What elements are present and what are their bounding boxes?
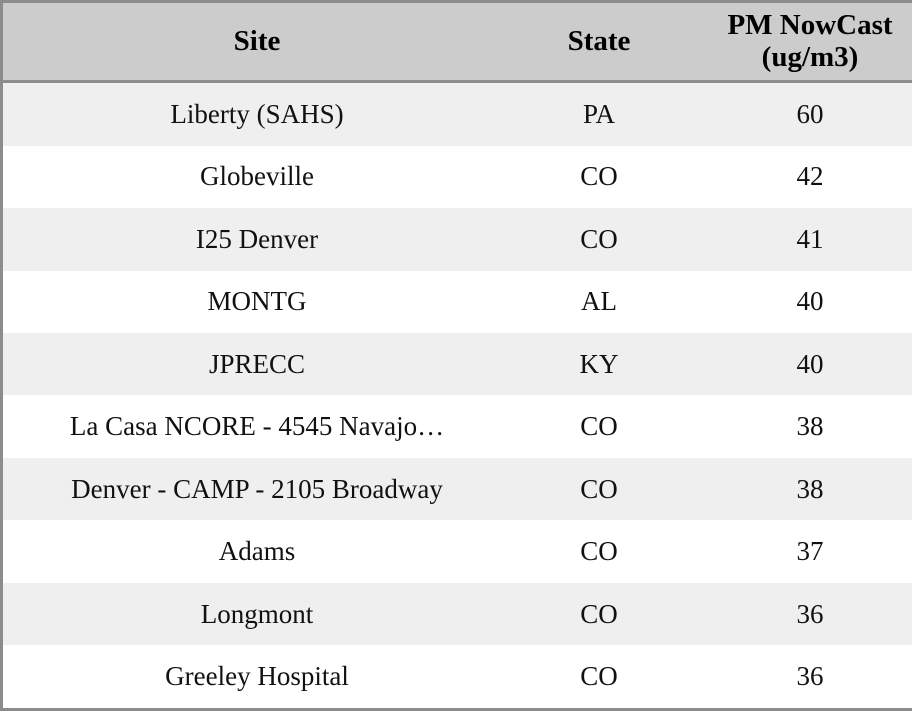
table-row[interactable] xyxy=(3,458,912,520)
cell-state: PA xyxy=(511,81,687,145)
table-body xyxy=(3,81,912,708)
cell-pm-nowcast: 38 xyxy=(687,395,912,457)
table-row[interactable] xyxy=(3,520,912,582)
column-header-site[interactable]: Site xyxy=(3,3,511,81)
cell-site: Adams xyxy=(3,520,511,582)
cell-state: CO xyxy=(511,520,687,582)
cell-state: CO xyxy=(511,645,687,708)
cell-state: KY xyxy=(511,333,687,395)
cell-pm-nowcast: 42 xyxy=(687,146,912,208)
table-row[interactable] xyxy=(3,146,912,208)
cell-state: CO xyxy=(511,208,687,270)
cell-site: Globeville xyxy=(3,146,511,208)
column-header-pm-nowcast[interactable]: PM NowCast (ug/m3) xyxy=(687,3,912,81)
pm-nowcast-table xyxy=(3,3,912,708)
cell-state: CO xyxy=(511,458,687,520)
cell-site: Denver - CAMP - 2105 Broadway xyxy=(3,458,511,520)
table-row[interactable] xyxy=(3,395,912,457)
table-row[interactable] xyxy=(3,271,912,333)
table-header xyxy=(3,3,912,81)
cell-state: CO xyxy=(511,395,687,457)
cell-state: AL xyxy=(511,271,687,333)
cell-pm-nowcast: 36 xyxy=(687,645,912,708)
cell-state: CO xyxy=(511,583,687,645)
cell-pm-nowcast: 36 xyxy=(687,583,912,645)
cell-site: JPRECC xyxy=(3,333,511,395)
table-row[interactable] xyxy=(3,583,912,645)
cell-pm-nowcast: 38 xyxy=(687,458,912,520)
cell-site: I25 Denver xyxy=(3,208,511,270)
table-row[interactable] xyxy=(3,208,912,270)
table-row[interactable] xyxy=(3,333,912,395)
cell-pm-nowcast: 40 xyxy=(687,333,912,395)
cell-site: MONTG xyxy=(3,271,511,333)
cell-site: Longmont xyxy=(3,583,511,645)
table-row[interactable] xyxy=(3,645,912,708)
cell-site: Liberty (SAHS) xyxy=(3,81,511,145)
cell-pm-nowcast: 41 xyxy=(687,208,912,270)
cell-pm-nowcast: 60 xyxy=(687,81,912,145)
table-header-row xyxy=(3,3,912,81)
cell-state: CO xyxy=(511,146,687,208)
cell-pm-nowcast: 40 xyxy=(687,271,912,333)
cell-site: La Casa NCORE - 4545 Navajo… xyxy=(3,395,511,457)
cell-pm-nowcast: 37 xyxy=(687,520,912,582)
column-header-state[interactable]: State xyxy=(511,3,687,81)
cell-site: Greeley Hospital xyxy=(3,645,511,708)
table-row[interactable] xyxy=(3,81,912,145)
